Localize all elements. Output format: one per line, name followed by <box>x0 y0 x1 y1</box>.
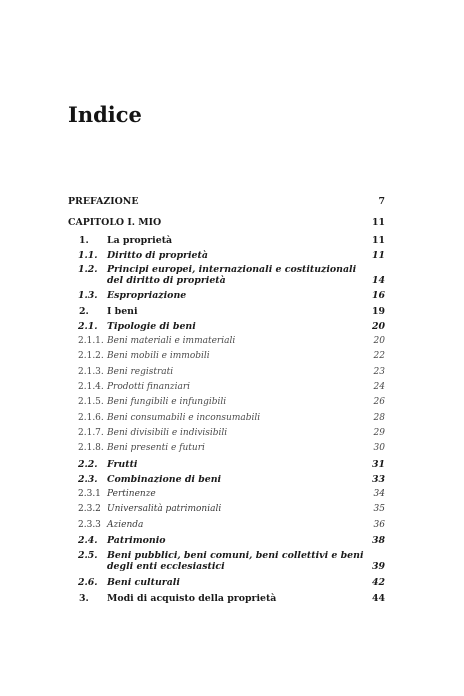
toc-entry-page: 19 <box>371 306 385 317</box>
toc-entry-page: 11 <box>371 235 385 246</box>
toc-entry-title <box>107 250 322 261</box>
toc-entry-number: 1.3. <box>78 290 98 301</box>
toc-entry-title <box>107 593 322 604</box>
toc-entry-number: 2.3.3 <box>78 520 101 530</box>
toc-entry-page: 23 <box>373 367 385 377</box>
toc-entry-number: 1.1. <box>78 250 98 261</box>
toc-entry-title-line: Beni consumabili e inconsumabili <box>107 413 261 423</box>
toc-entry-title <box>107 550 364 572</box>
toc-entry-page: 42 <box>371 577 385 588</box>
toc-entry-title-line: Modi di acquisto della proprietà <box>107 593 277 604</box>
toc-entry-title-line: Principi europei, internazionali e costituzionali <box>107 264 357 275</box>
toc-entry-title <box>68 217 328 228</box>
toc-entry-title-line: Frutti <box>107 459 138 470</box>
toc-entry-number: 2.5. <box>78 550 98 561</box>
toc-entry-title <box>107 235 322 246</box>
toc-entry-page: 7 <box>378 196 385 207</box>
toc-entry-number: 2.3.1 <box>78 489 101 499</box>
toc-entry-page: 30 <box>373 443 385 453</box>
toc-entry-title-line: Tipologie di beni <box>107 321 196 332</box>
toc-entry-page: 39 <box>371 561 385 572</box>
toc-entry-title-line: Espropriazione <box>107 290 187 301</box>
toc-entry-title <box>107 413 322 424</box>
toc-entry-number: 2.1.3. <box>78 367 104 377</box>
toc-entry-title <box>107 397 322 408</box>
toc-entry-title <box>107 321 322 332</box>
toc-entry-title-line: Beni culturali <box>107 577 180 588</box>
toc-entry-title <box>107 428 322 439</box>
toc-entry-number: 2.3.2 <box>78 504 101 514</box>
toc-entry-page: 34 <box>373 489 385 499</box>
toc-entry-title-line: I beni <box>107 306 138 317</box>
toc-entry-page: 22 <box>373 351 385 361</box>
toc-entry-title-line: La proprietà <box>107 235 173 246</box>
toc-entry-title-line: PREFAZIONE <box>68 196 139 207</box>
toc-entry-number: 2.1.4. <box>78 382 104 392</box>
toc-entry-title-line: Combinazione di beni <box>107 474 222 485</box>
toc-entry-page: 36 <box>373 520 385 530</box>
toc-entry-title-line: Beni fungibili e infungibili <box>107 397 227 407</box>
toc-entry-number: 3. <box>79 593 89 604</box>
toc-entry-number: 1. <box>79 235 89 246</box>
toc-entry-number: 2.4. <box>78 535 98 546</box>
toc-entry-number: 2.1.5. <box>78 397 104 407</box>
toc-entry-title-line: Prodotti finanziari <box>107 382 191 392</box>
toc-entry-page: 28 <box>373 413 385 423</box>
toc-entry-page: 11 <box>371 217 385 228</box>
toc-entry-title <box>107 489 322 500</box>
toc-entry-page: 16 <box>371 290 385 301</box>
toc-entry-title <box>107 351 322 362</box>
toc-entry-number: 2.6. <box>78 577 98 588</box>
toc-entry-number: 1.2. <box>78 264 98 275</box>
toc-entry-title <box>107 306 322 317</box>
toc-entry-page: 26 <box>373 397 385 407</box>
toc-entry-title-line: Beni materiali e immateriali <box>107 336 236 346</box>
toc-entry-title-line: CAPITOLO I. MIO <box>68 217 162 228</box>
toc-entry-page: 11 <box>371 250 385 261</box>
toc-entry-page: 38 <box>371 535 385 546</box>
toc-entry-number: 2.1.7. <box>78 428 104 438</box>
toc-entry-title <box>107 504 322 515</box>
toc-entry-title-line: Diritto di proprietà <box>107 250 208 261</box>
toc-entry-title <box>107 459 322 470</box>
toc-entry-page: 20 <box>373 336 385 346</box>
toc-entry-page: 33 <box>371 474 385 485</box>
toc-entry-title-line: Beni mobili e immobili <box>107 351 210 361</box>
toc-entry-number: 2.2. <box>78 459 98 470</box>
toc-entry-number: 2.1.6. <box>78 413 104 423</box>
toc-entry-title <box>107 367 322 378</box>
toc-entry-number: 2.1.2. <box>78 351 104 361</box>
toc-entry-title-line: Universalità patrimoniali <box>107 504 222 514</box>
toc-entry-title-line: Patrimonio <box>107 535 166 546</box>
toc-entry-title <box>107 520 322 531</box>
toc-entry-title-line: Beni registrati <box>107 367 174 377</box>
toc-entry-page: 31 <box>371 459 385 470</box>
toc-entry-title <box>107 290 322 301</box>
toc-entry-page: 35 <box>373 504 385 514</box>
toc-entry-title-line: Azienda <box>107 520 144 530</box>
toc-entry-page: 24 <box>373 382 385 392</box>
toc-entry-number: 2.3. <box>78 474 98 485</box>
toc-entry-page: 44 <box>371 593 385 604</box>
toc-entry-title-line: degli enti ecclesiastici <box>107 561 225 572</box>
toc-entry-number: 2. <box>79 306 89 317</box>
toc-entry-title <box>107 577 322 588</box>
toc-entry-title-line: Beni presenti e futuri <box>107 443 205 453</box>
toc-entry-title <box>107 474 322 485</box>
toc-entry-title <box>107 382 322 393</box>
toc-entry-title-line: Beni pubblici, beni comuni, beni collettivi e beni <box>107 550 364 561</box>
toc-entry-number: 2.1.1. <box>78 336 104 346</box>
toc-entry-title-line: Beni divisibili e indivisibili <box>107 428 228 438</box>
toc-entry-title-line: del diritto di proprietà <box>107 275 226 286</box>
page-title: Indice <box>68 102 142 127</box>
toc-entry-number: 2.1. <box>78 321 98 332</box>
toc-entry-page: 14 <box>371 275 385 286</box>
toc-entry-page: 29 <box>373 428 385 438</box>
toc-entry-title <box>107 535 322 546</box>
toc-entry-title <box>107 264 357 286</box>
toc-entry-title <box>68 196 328 207</box>
toc-entry-number: 2.1.8. <box>78 443 104 453</box>
toc-entry-title <box>107 443 322 454</box>
toc-entry-title <box>107 336 322 347</box>
toc-entry-title-line: Pertinenze <box>107 489 156 499</box>
toc-entry-page: 20 <box>371 321 385 332</box>
